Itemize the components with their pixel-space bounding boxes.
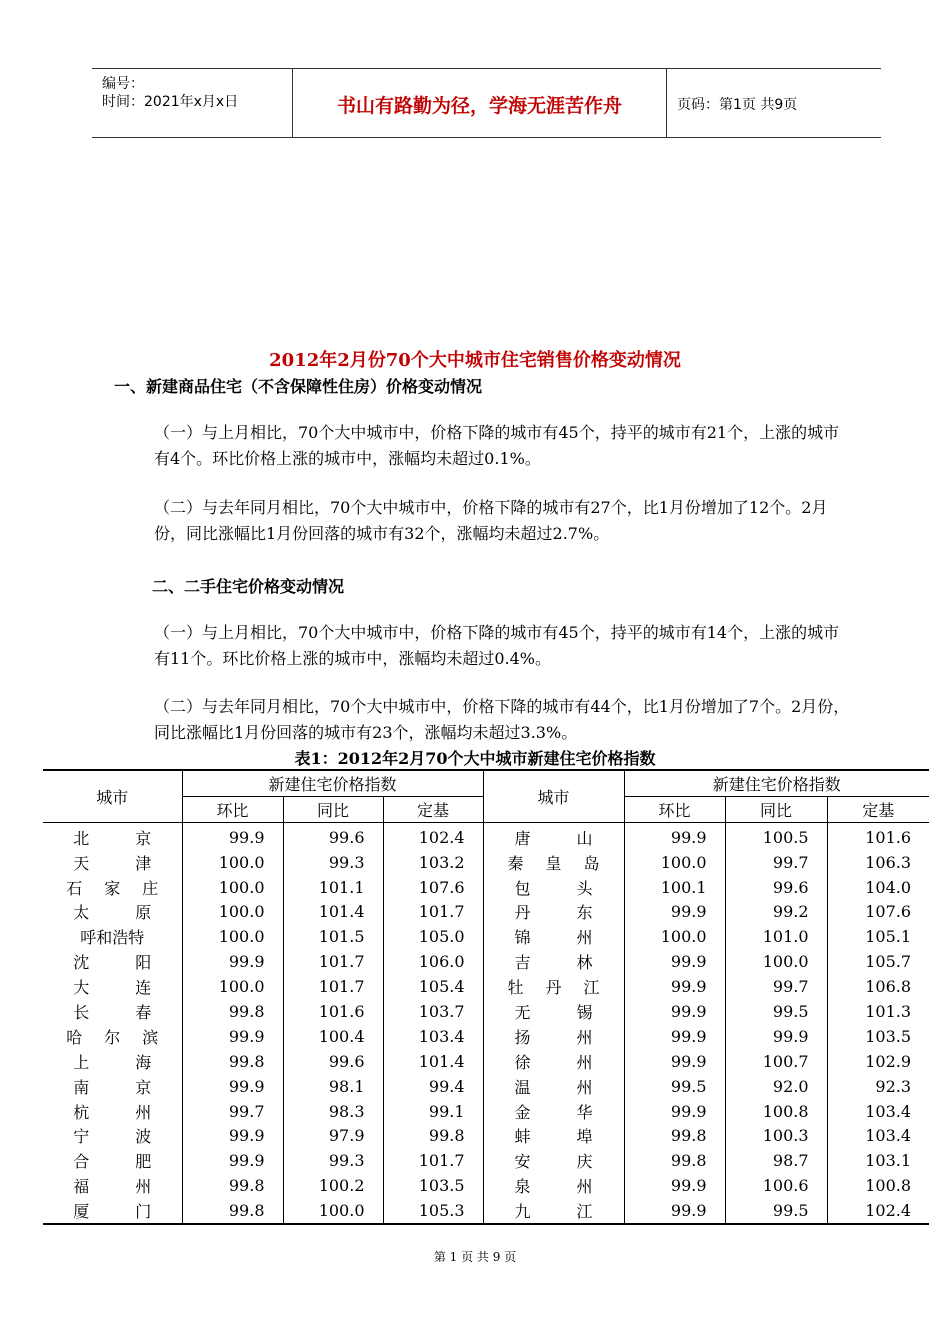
city-cell — [483, 1173, 624, 1198]
city-name: 九江 — [514, 1202, 593, 1222]
city-name: 长春 — [73, 1002, 152, 1022]
index-value: 101.7 — [283, 949, 383, 974]
index-value: 107.6 — [827, 899, 929, 924]
index-value: 99.9 — [624, 1024, 725, 1049]
index-value: 101.6 — [283, 999, 383, 1024]
table-row — [43, 1173, 929, 1198]
city-name: 天津 — [73, 853, 152, 873]
city-cell — [43, 850, 182, 875]
city-cell — [43, 949, 182, 974]
table-row — [43, 1049, 929, 1074]
city-name: 北京 — [73, 828, 152, 848]
table-row — [43, 1024, 929, 1049]
city-name: 哈尔滨 — [66, 1027, 159, 1047]
index-value: 105.0 — [383, 924, 483, 949]
city-name: 秦皇岛 — [507, 853, 600, 873]
table-body — [43, 822, 929, 1224]
index-value: 100.5 — [725, 822, 827, 849]
index-value: 99.9 — [624, 899, 725, 924]
section2-heading: 二、二手住宅价格变动情况 — [152, 577, 345, 596]
index-value: 102.9 — [827, 1049, 929, 1074]
table-row — [43, 1074, 929, 1099]
index-value: 99.8 — [182, 1198, 283, 1224]
index-value: 100.0 — [182, 974, 283, 999]
index-value: 99.8 — [182, 999, 283, 1024]
city-name: 徐州 — [514, 1052, 593, 1072]
table-row — [43, 949, 929, 974]
city-cell — [483, 1099, 624, 1124]
index-value: 103.7 — [383, 999, 483, 1024]
index-value: 106.0 — [383, 949, 483, 974]
city-name: 牡丹江 — [507, 978, 600, 998]
index-value: 101.3 — [827, 999, 929, 1024]
index-value: 99.7 — [725, 850, 827, 875]
city-cell — [43, 899, 182, 924]
index-value: 99.9 — [624, 974, 725, 999]
col-base-right: 定基 — [827, 796, 929, 822]
index-value: 105.3 — [383, 1198, 483, 1224]
table-row — [43, 1148, 929, 1173]
index-value: 101.7 — [283, 974, 383, 999]
index-value: 100.4 — [283, 1024, 383, 1049]
index-value: 100.1 — [624, 875, 725, 900]
city-cell — [43, 1148, 182, 1173]
index-value: 99.5 — [624, 1074, 725, 1099]
city-cell — [483, 850, 624, 875]
index-value: 99.5 — [725, 1198, 827, 1224]
index-value: 106.8 — [827, 974, 929, 999]
table-row — [43, 1123, 929, 1148]
city-cell — [483, 924, 624, 949]
header-page-cell — [667, 69, 881, 137]
index-value: 99.9 — [725, 1024, 827, 1049]
index-value: 99.9 — [182, 1074, 283, 1099]
index-value: 100.0 — [624, 850, 725, 875]
section1-paragraph-1: （一）与上月相比，70个大中城市中，价格下降的城市有45个，持平的城市有21个，上涨的城市有4个。环比价格上涨的城市中，涨幅均未超过0.1%。 — [154, 423, 840, 468]
document-title: 2012年2月份70个大中城市住宅销售价格变动情况 — [269, 350, 681, 371]
table-row — [43, 850, 929, 875]
index-value: 99.9 — [624, 949, 725, 974]
header-motto-cell — [293, 69, 667, 137]
index-value: 99.4 — [383, 1074, 483, 1099]
index-value: 101.7 — [383, 899, 483, 924]
page-footer: 第 1 页 共 9 页 — [433, 1250, 517, 1264]
city-name: 金华 — [514, 1102, 593, 1122]
city-name: 大连 — [73, 978, 152, 998]
index-value: 99.5 — [725, 999, 827, 1024]
index-value: 101.7 — [383, 1148, 483, 1173]
city-cell — [43, 875, 182, 900]
index-value: 105.4 — [383, 974, 483, 999]
index-value: 100.2 — [283, 1173, 383, 1198]
city-cell — [43, 822, 182, 849]
city-cell — [483, 899, 624, 924]
city-cell — [483, 949, 624, 974]
index-value: 100.3 — [725, 1123, 827, 1148]
city-name: 锦州 — [514, 928, 593, 948]
index-value: 99.9 — [624, 1049, 725, 1074]
index-value: 98.7 — [725, 1148, 827, 1173]
index-value: 103.4 — [383, 1024, 483, 1049]
table-row — [43, 1099, 929, 1124]
city-name: 太原 — [73, 903, 152, 923]
col-yoy-right: 同比 — [725, 796, 827, 822]
city-cell — [483, 1049, 624, 1074]
index-value: 102.4 — [383, 822, 483, 849]
page-label: 页码：第1页 共9页 — [677, 97, 798, 113]
index-value: 104.0 — [827, 875, 929, 900]
city-cell — [43, 1173, 182, 1198]
index-value: 100.0 — [182, 850, 283, 875]
index-value: 103.4 — [827, 1123, 929, 1148]
index-value: 99.8 — [182, 1173, 283, 1198]
index-value: 99.9 — [182, 949, 283, 974]
city-name: 上海 — [73, 1052, 152, 1072]
city-cell — [43, 1198, 182, 1224]
index-value: 103.5 — [827, 1024, 929, 1049]
city-name: 唐山 — [514, 828, 593, 848]
col-yoy-left: 同比 — [283, 796, 383, 822]
serial-label: 编号： — [102, 76, 144, 92]
index-value: 103.4 — [827, 1099, 929, 1124]
city-name: 合肥 — [73, 1152, 152, 1172]
section1-paragraph-2: （二）与去年同月相比，70个大中城市中，价格下降的城市有27个，比1月份增加了12个。2月份，同比涨幅比1月份回落的城市有32个，涨幅均未超过2.7%。 — [154, 498, 828, 543]
index-value: 99.2 — [725, 899, 827, 924]
city-cell — [43, 924, 182, 949]
table-row — [43, 875, 929, 900]
index-value: 103.2 — [383, 850, 483, 875]
header-meta-cell — [92, 69, 293, 137]
city-cell — [483, 1198, 624, 1224]
index-value: 102.4 — [827, 1198, 929, 1224]
table-row — [43, 974, 929, 999]
index-value: 99.1 — [383, 1099, 483, 1124]
index-value: 100.0 — [182, 899, 283, 924]
index-value: 100.7 — [725, 1049, 827, 1074]
city-name: 包头 — [514, 878, 593, 898]
city-name: 无锡 — [514, 1002, 593, 1022]
city-cell — [483, 999, 624, 1024]
city-name: 南京 — [73, 1077, 152, 1097]
group-header-right: 新建住宅价格指数 — [624, 770, 929, 796]
section2-paragraph-2: （二）与去年同月相比，70个大中城市中，价格下降的城市有44个，比1月份增加了7个。2月份，同比涨幅比1月份回落的城市有23个，涨幅均未超过3.3%。 — [154, 697, 850, 742]
index-value: 99.9 — [182, 1024, 283, 1049]
city-cell — [43, 974, 182, 999]
index-value: 101.4 — [283, 899, 383, 924]
city-name: 石家庄 — [66, 878, 159, 898]
table-title: 表1：2012年2月70个大中城市新建住宅价格指数 — [294, 749, 656, 768]
city-cell — [43, 1123, 182, 1148]
index-value: 99.3 — [283, 1148, 383, 1173]
index-value: 100.0 — [182, 875, 283, 900]
index-value: 99.6 — [725, 875, 827, 900]
index-value: 100.8 — [827, 1173, 929, 1198]
city-name: 沈阳 — [73, 953, 152, 973]
index-value: 99.9 — [624, 822, 725, 849]
table-row — [43, 999, 929, 1024]
city-name: 温州 — [514, 1077, 593, 1097]
index-value: 101.4 — [383, 1049, 483, 1074]
city-name: 丹东 — [514, 903, 593, 923]
city-name: 福州 — [73, 1177, 152, 1197]
index-value: 107.6 — [383, 875, 483, 900]
index-value: 99.9 — [182, 1148, 283, 1173]
index-value: 101.6 — [827, 822, 929, 849]
index-value: 103.5 — [383, 1173, 483, 1198]
section2-paragraph-1: （一）与上月相比，70个大中城市中，价格下降的城市有45个，持平的城市有14个，上涨的城市有11个。环比价格上涨的城市中，涨幅均未超过0.4%。 — [154, 623, 840, 668]
city-name: 吉林 — [514, 953, 593, 973]
time-label: 时间：2021年x月x日 — [102, 94, 239, 110]
city-cell — [483, 1074, 624, 1099]
section1-heading: 一、新建商品住宅（不含保障性住房）价格变动情况 — [114, 377, 483, 396]
index-value: 100.0 — [725, 949, 827, 974]
city-cell — [483, 822, 624, 849]
index-value: 99.6 — [283, 1049, 383, 1074]
index-value: 92.3 — [827, 1074, 929, 1099]
city-name: 宁波 — [73, 1127, 152, 1147]
city-cell — [43, 999, 182, 1024]
city-cell — [43, 1024, 182, 1049]
city-name: 扬州 — [514, 1027, 593, 1047]
city-cell — [43, 1099, 182, 1124]
index-value: 99.9 — [182, 822, 283, 849]
index-value: 99.9 — [624, 1198, 725, 1224]
index-value: 100.8 — [725, 1099, 827, 1124]
page-header — [92, 68, 881, 138]
index-value: 99.7 — [725, 974, 827, 999]
index-value: 99.9 — [624, 1099, 725, 1124]
table-row — [43, 822, 929, 849]
city-cell — [483, 875, 624, 900]
index-value: 99.3 — [283, 850, 383, 875]
index-value: 106.3 — [827, 850, 929, 875]
city-cell — [43, 1074, 182, 1099]
city-cell — [483, 1148, 624, 1173]
index-value: 99.6 — [283, 822, 383, 849]
city-cell — [483, 974, 624, 999]
col-mom-right: 环比 — [624, 796, 725, 822]
city-cell — [483, 1123, 624, 1148]
index-value: 99.8 — [624, 1123, 725, 1148]
index-value: 101.5 — [283, 924, 383, 949]
city-name: 厦门 — [73, 1202, 152, 1222]
city-header-left: 城市 — [43, 770, 182, 822]
city-name: 安庆 — [514, 1152, 593, 1172]
city-name: 蚌埠 — [514, 1127, 593, 1147]
table-row — [43, 1198, 929, 1224]
index-value: 101.1 — [283, 875, 383, 900]
index-value: 99.9 — [624, 1173, 725, 1198]
col-base-left: 定基 — [383, 796, 483, 822]
index-value: 103.1 — [827, 1148, 929, 1173]
index-value: 99.7 — [182, 1099, 283, 1124]
city-cell — [483, 1024, 624, 1049]
table-row — [43, 899, 929, 924]
city-name: 泉州 — [514, 1177, 593, 1197]
index-value: 92.0 — [725, 1074, 827, 1099]
city-name: 呼和浩特 — [80, 928, 145, 948]
index-value: 99.8 — [383, 1123, 483, 1148]
city-cell — [43, 1049, 182, 1074]
price-index-table — [43, 769, 929, 1225]
table-row — [43, 924, 929, 949]
index-value: 100.0 — [283, 1198, 383, 1224]
index-value: 99.9 — [624, 999, 725, 1024]
index-value: 98.3 — [283, 1099, 383, 1124]
col-mom-left: 环比 — [182, 796, 283, 822]
index-value: 105.7 — [827, 949, 929, 974]
index-value: 101.0 — [725, 924, 827, 949]
index-value: 100.0 — [182, 924, 283, 949]
index-value: 100.6 — [725, 1173, 827, 1198]
index-value: 105.1 — [827, 924, 929, 949]
group-header-left: 新建住宅价格指数 — [182, 770, 483, 796]
index-value: 98.1 — [283, 1074, 383, 1099]
index-value: 100.0 — [624, 924, 725, 949]
index-value: 97.9 — [283, 1123, 383, 1148]
index-value: 99.8 — [182, 1049, 283, 1074]
motto: 书山有路勤为径，学海无涯苦作舟 — [336, 95, 622, 117]
index-value: 99.8 — [624, 1148, 725, 1173]
city-name: 杭州 — [73, 1102, 152, 1122]
city-header-right: 城市 — [483, 770, 624, 822]
index-value: 99.9 — [182, 1123, 283, 1148]
